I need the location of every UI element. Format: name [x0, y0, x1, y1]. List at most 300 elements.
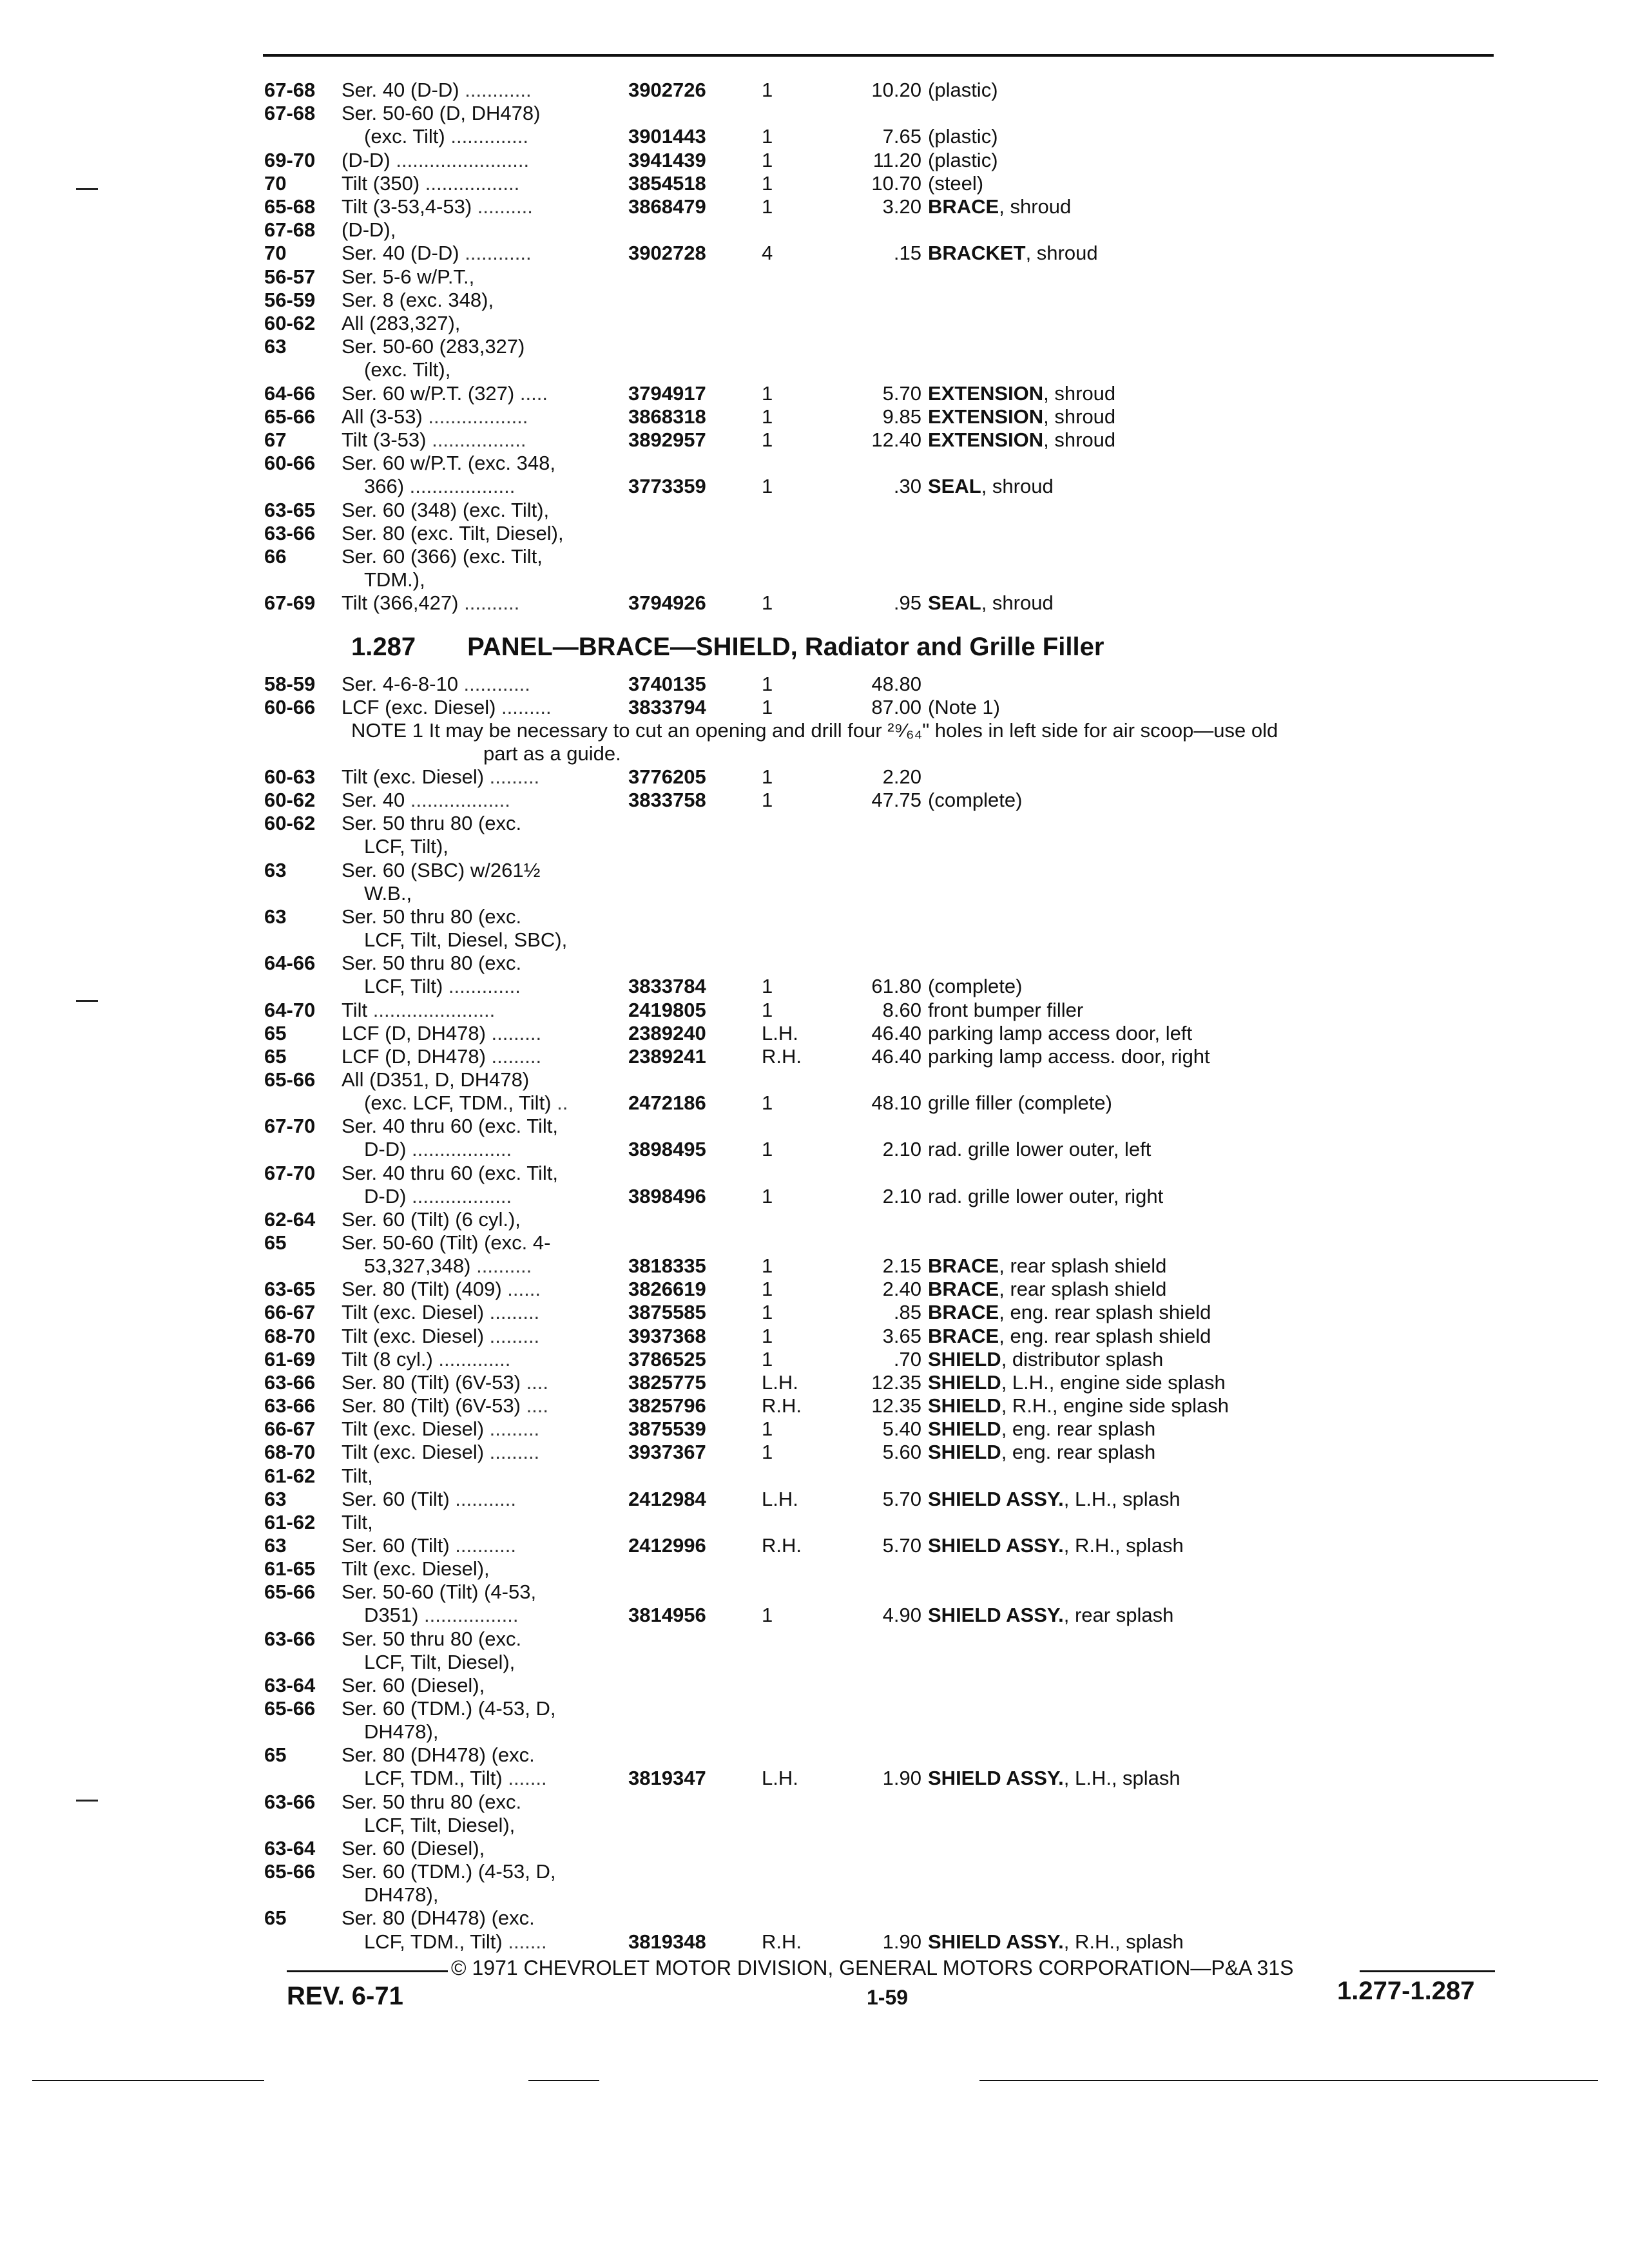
application: Tilt (exc. Diesel),: [342, 1557, 490, 1581]
part-number: 3868479: [628, 195, 706, 218]
table-row: [0, 812, 1629, 835]
part-number: 3937367: [628, 1441, 706, 1464]
application: LCF, Tilt) .............: [364, 975, 521, 998]
table-row: [0, 1022, 1629, 1045]
dot-leader: ..........: [472, 195, 533, 218]
description: SHIELD ASSY., L.H., splash: [928, 1767, 1181, 1790]
description: SHIELD, R.H., engine side splash: [928, 1394, 1229, 1418]
description-part-name: SEAL: [928, 475, 981, 498]
part-number: 3898496: [628, 1184, 706, 1207]
table-row: [0, 1325, 1629, 1348]
dot-leader: .......: [502, 1930, 547, 1953]
table-row: [0, 1907, 1629, 1930]
table-row: [0, 1348, 1629, 1371]
model-years: 63: [264, 335, 287, 358]
price: 46.40: [871, 1044, 921, 1068]
table-row: [0, 1930, 1629, 1954]
table-row: [0, 242, 1629, 265]
part-number: 2389241: [628, 1044, 706, 1068]
table-row: [0, 999, 1629, 1022]
application: Tilt (366,427) ..........: [342, 591, 520, 615]
price: 1.90: [882, 1930, 921, 1953]
quantity: 1: [762, 1441, 773, 1464]
dot-leader: ..................: [405, 789, 510, 812]
description-part-name: SHIELD: [928, 1370, 1001, 1394]
model-years: 67: [264, 428, 287, 451]
copyright-line: © 1971 CHEVROLET MOTOR DIVISION, GENERAL MOTORS CORPORATION—P&A 31S: [451, 1956, 1294, 1979]
part-number: 3776205: [628, 765, 706, 788]
quantity: 1: [762, 789, 773, 812]
model-years: 60-62: [264, 812, 316, 835]
part-number: 3818335: [628, 1254, 706, 1278]
part-number: 3825775: [628, 1370, 706, 1394]
price: 2.40: [882, 1278, 921, 1301]
description: parking lamp access. door, right: [928, 1044, 1210, 1068]
description-part-name: SHIELD: [928, 1441, 1001, 1464]
description-part-name: BRACE: [928, 1254, 999, 1278]
table-row: [0, 1254, 1629, 1278]
application: LCF, TDM., Tilt) .......: [364, 1930, 547, 1953]
model-years: 67-69: [264, 591, 316, 615]
price: .85: [893, 1301, 921, 1324]
quantity: R.H.: [762, 1394, 802, 1418]
price: 48.10: [871, 1091, 921, 1115]
price: 3.20: [882, 195, 921, 218]
application: Ser. 60 (TDM.) (4-53, D,: [342, 1697, 556, 1720]
application: Ser. 50 thru 80 (exc.: [342, 1627, 522, 1650]
quantity: 1: [762, 79, 773, 101]
table-row: [0, 1860, 1629, 1883]
table-row: [0, 1045, 1629, 1068]
price: 2.10: [882, 1138, 921, 1161]
margin-mark: [76, 1000, 98, 1002]
part-number: 3875539: [628, 1418, 706, 1441]
dot-leader: .....: [514, 381, 548, 405]
table-row: [0, 1162, 1629, 1185]
table-row: [0, 1208, 1629, 1231]
table-row: [0, 835, 1629, 858]
quantity: 1: [762, 1301, 773, 1324]
application: Ser. 40 (D-D) ............: [342, 79, 532, 101]
table-row: [0, 358, 1629, 381]
description-part-name: EXTENSION: [928, 428, 1044, 451]
table-row: [0, 475, 1629, 498]
section-title: PANEL—BRACE—SHIELD, Radiator and Grille Filler: [467, 633, 1104, 661]
table-row: [0, 428, 1629, 452]
table-row: [0, 1767, 1629, 1790]
application: Ser. 80 (Tilt) (409) ......: [342, 1278, 541, 1301]
model-years: 63-65: [264, 1278, 316, 1301]
description: (complete): [928, 975, 1023, 998]
quantity: 1: [762, 405, 773, 428]
part-number: 2412984: [628, 1487, 706, 1510]
table-row: [0, 1091, 1629, 1115]
description: SHIELD, eng. rear splash: [928, 1441, 1156, 1464]
quantity: 1: [762, 975, 773, 998]
quantity: 1: [762, 148, 773, 171]
description: SHIELD ASSY., L.H., splash: [928, 1487, 1181, 1510]
quantity: L.H.: [762, 1767, 798, 1790]
model-years: 65-66: [264, 1860, 316, 1883]
table-row: [0, 218, 1629, 242]
application: Ser. 50-60 (D, DH478): [342, 102, 541, 125]
part-number: 3901443: [628, 125, 706, 148]
quantity: 1: [762, 1278, 773, 1301]
footer-rule: [287, 1970, 448, 1972]
description-part-name: BRACE: [928, 1278, 999, 1301]
application: (exc. Tilt) ..............: [364, 125, 528, 148]
table-row: [0, 1628, 1629, 1651]
part-number: 3819347: [628, 1767, 706, 1790]
table-row: [0, 1465, 1629, 1488]
price: 47.75: [871, 789, 921, 812]
part-number: 2419805: [628, 998, 706, 1021]
table-row: [0, 522, 1629, 545]
table-row: [0, 568, 1629, 591]
dot-leader: ...........: [449, 1533, 517, 1557]
part-number: 3875585: [628, 1301, 706, 1324]
application: Ser. 5-6 w/P.T.,: [342, 265, 475, 288]
application: Ser. 50 thru 80 (exc.: [342, 905, 522, 928]
quantity: 1: [762, 195, 773, 218]
dot-leader: ............: [458, 673, 530, 695]
dot-leader: .............: [443, 975, 521, 998]
dot-leader: ..................: [422, 405, 528, 428]
quantity: 1: [762, 1324, 773, 1347]
application: Tilt (3-53,4-53) ..........: [342, 195, 533, 218]
model-years: 65-66: [264, 1697, 316, 1720]
description-part-name: SHIELD ASSY.: [928, 1930, 1064, 1953]
model-years: 63-64: [264, 1673, 316, 1696]
application: Tilt,: [342, 1510, 373, 1533]
application: Tilt (exc. Diesel) .........: [342, 1441, 540, 1464]
table-row: [0, 452, 1629, 475]
model-years: 61-65: [264, 1557, 316, 1581]
price: .70: [893, 1347, 921, 1370]
table-row: [0, 1511, 1629, 1534]
application: D-D) ..................: [364, 1184, 512, 1207]
price: .15: [893, 242, 921, 265]
model-years: 63: [264, 858, 287, 881]
application: Ser. 50 thru 80 (exc.: [342, 812, 522, 835]
model-years: 60-66: [264, 696, 316, 718]
description-part-name: EXTENSION: [928, 381, 1044, 405]
dot-leader: ........................: [390, 148, 530, 171]
description: (plastic): [928, 125, 998, 148]
quantity: L.H.: [762, 1487, 798, 1510]
price: 4.90: [882, 1604, 921, 1627]
description: parking lamp access door, left: [928, 1021, 1193, 1044]
table-row: [0, 1814, 1629, 1837]
price: .95: [893, 591, 921, 615]
description-part-name: SHIELD ASSY.: [928, 1604, 1064, 1627]
application: All (283,327),: [342, 312, 461, 334]
price: 2.10: [882, 1184, 921, 1207]
table-row: [0, 1581, 1629, 1604]
table-row: [0, 1557, 1629, 1581]
dot-leader: .........: [484, 1324, 540, 1347]
description-part-name: EXTENSION: [928, 405, 1044, 428]
quantity: 1: [762, 475, 773, 498]
table-row: [0, 125, 1629, 148]
quantity: L.H.: [762, 1370, 798, 1394]
quantity: R.H.: [762, 1044, 802, 1068]
model-years: 56-57: [264, 265, 316, 288]
quantity: 1: [762, 1604, 773, 1627]
margin-mark: [76, 188, 98, 190]
quantity: 1: [762, 1184, 773, 1207]
application: (exc. Tilt),: [364, 358, 451, 381]
dot-leader: ......................: [367, 998, 496, 1021]
application: Ser. 60 (Tilt) ...........: [342, 1487, 517, 1510]
dot-leader: .................: [419, 171, 520, 195]
dot-leader: .........: [485, 1044, 542, 1068]
model-years: 64-70: [264, 998, 316, 1021]
table-row: [0, 289, 1629, 312]
application: All (3-53) ..................: [342, 405, 528, 428]
part-number: 3826619: [628, 1278, 706, 1301]
model-years: 62-64: [264, 1207, 316, 1231]
model-years: 63-66: [264, 1627, 316, 1650]
quantity: 1: [762, 381, 773, 405]
description: (Note 1): [928, 696, 1000, 718]
table-row: [0, 789, 1629, 812]
model-years: 63-66: [264, 1370, 316, 1394]
description: SHIELD ASSY., R.H., splash: [928, 1533, 1184, 1557]
part-number: 3854518: [628, 171, 706, 195]
model-years: 63-66: [264, 1790, 316, 1813]
table-row: [0, 1301, 1629, 1324]
application: Tilt,: [342, 1464, 373, 1487]
table-row: [0, 1278, 1629, 1301]
description: (plastic): [928, 79, 998, 101]
application: Ser. 60 (Diesel),: [342, 1673, 485, 1696]
table-row: [0, 265, 1629, 289]
bottom-scan-line: [32, 2080, 264, 2081]
description-part-name: SHIELD ASSY.: [928, 1767, 1064, 1790]
price: 7.65: [882, 125, 921, 148]
quantity: 1: [762, 998, 773, 1021]
part-number: 3868318: [628, 405, 706, 428]
table-row: [0, 905, 1629, 928]
model-years: 60-66: [264, 452, 316, 475]
quantity: R.H.: [762, 1930, 802, 1953]
description-part-name: BRACE: [928, 1301, 999, 1324]
table-row: [0, 1441, 1629, 1464]
description: SEAL, shroud: [928, 475, 1054, 498]
application: (D-D),: [342, 218, 396, 242]
application: Ser. 50 thru 80 (exc.: [342, 1790, 522, 1813]
description-part-name: SHIELD ASSY.: [928, 1533, 1064, 1557]
quantity: R.H.: [762, 1533, 802, 1557]
model-years: 63-66: [264, 521, 316, 544]
model-years: 58-59: [264, 673, 316, 695]
description: SEAL, shroud: [928, 591, 1054, 615]
application: (D-D) ........................: [342, 148, 530, 171]
application: DH478),: [364, 1883, 439, 1907]
table-row: [0, 1231, 1629, 1254]
part-number: 3902726: [628, 79, 706, 101]
price: 3.65: [882, 1324, 921, 1347]
price: 5.70: [882, 1487, 921, 1510]
application: Tilt (8 cyl.) .............: [342, 1347, 511, 1370]
model-years: 67-70: [264, 1115, 316, 1138]
application: (exc. LCF, TDM., Tilt) ..: [364, 1091, 568, 1115]
quantity: 1: [762, 171, 773, 195]
price: 10.70: [871, 171, 921, 195]
note-line-2: part as a guide.: [483, 742, 621, 765]
application: Ser. 80 (exc. Tilt, Diesel),: [342, 521, 564, 544]
price: 8.60: [882, 998, 921, 1021]
model-years: 64-66: [264, 381, 316, 405]
description: (complete): [928, 789, 1023, 812]
table-row: [0, 859, 1629, 882]
bottom-scan-line: [528, 2080, 599, 2081]
model-years: 65: [264, 1231, 287, 1254]
description: BRACE, rear splash shield: [928, 1254, 1167, 1278]
dot-leader: ..................: [406, 1184, 512, 1207]
quantity: 1: [762, 1254, 773, 1278]
price: 5.70: [882, 1533, 921, 1557]
part-number: 3941439: [628, 148, 706, 171]
price: 12.40: [871, 428, 921, 451]
model-years: 68-70: [264, 1324, 316, 1347]
model-years: 64-66: [264, 952, 316, 975]
application: D-D) ..................: [364, 1138, 512, 1161]
dot-leader: ....: [520, 1370, 549, 1394]
description-part-name: SHIELD: [928, 1347, 1001, 1370]
section-number: 1.287: [351, 633, 416, 661]
table-row: [0, 1720, 1629, 1744]
application: Ser. 60 (Diesel),: [342, 1836, 485, 1860]
description: (plastic): [928, 148, 998, 171]
model-years: 61-62: [264, 1510, 316, 1533]
table-row: [0, 1488, 1629, 1511]
price: 46.40: [871, 1021, 921, 1044]
model-years: 65-66: [264, 405, 316, 428]
table-row: [0, 1837, 1629, 1860]
quantity: L.H.: [762, 1021, 798, 1044]
application: Ser. 80 (Tilt) (6V-53) ....: [342, 1370, 549, 1394]
model-years: 67-70: [264, 1161, 316, 1184]
part-number: 3833758: [628, 789, 706, 812]
part-number: 3740135: [628, 673, 706, 695]
part-number: 3833794: [628, 696, 706, 718]
dot-leader: ......: [501, 1278, 541, 1301]
description: grille filler (complete): [928, 1091, 1112, 1115]
part-number: 2412996: [628, 1533, 706, 1557]
page-number: 1-59: [867, 1986, 909, 2009]
table-row: [0, 1418, 1629, 1441]
table-row: [0, 765, 1629, 789]
price: 61.80: [871, 975, 921, 998]
quantity: 1: [762, 1347, 773, 1370]
model-years: 60-63: [264, 765, 316, 788]
revision-label: REV. 6-71: [287, 1982, 403, 2010]
dot-leader: ..........: [458, 591, 520, 615]
note-line-1: NOTE 1 It may be necessary to cut an opening and drill four ²⁹⁄₆₄" holes in left side for air scoop—use old: [351, 719, 1278, 742]
dot-leader: ..............: [445, 125, 528, 148]
application: Ser. 80 (Tilt) (6V-53) ....: [342, 1394, 549, 1418]
application: Ser. 8 (exc. 348),: [342, 288, 494, 311]
description: BRACE, eng. rear splash shield: [928, 1301, 1211, 1324]
quantity: 1: [762, 765, 773, 788]
dot-leader: ............: [459, 242, 532, 265]
table-row: [0, 149, 1629, 172]
part-number: 3786525: [628, 1347, 706, 1370]
dot-leader: ..: [551, 1091, 568, 1115]
application: Ser. 80 (DH478) (exc.: [342, 1907, 535, 1930]
model-years: 65: [264, 1044, 287, 1068]
part-number: 3902728: [628, 242, 706, 265]
table-row: [0, 673, 1629, 696]
description: SHIELD ASSY., rear splash: [928, 1604, 1174, 1627]
price: 1.90: [882, 1767, 921, 1790]
table-row: [0, 1371, 1629, 1394]
dot-leader: .......: [502, 1767, 547, 1790]
model-years: 68-70: [264, 1441, 316, 1464]
table-row: [0, 1185, 1629, 1208]
part-number: 2472186: [628, 1091, 706, 1115]
model-years: 67-68: [264, 218, 316, 242]
description: EXTENSION, shroud: [928, 428, 1116, 451]
description: EXTENSION, shroud: [928, 381, 1116, 405]
price: 5.40: [882, 1418, 921, 1441]
margin-mark: [76, 1800, 98, 1802]
model-years: 60-62: [264, 312, 316, 334]
model-years: 63-65: [264, 498, 316, 521]
part-number: 3833784: [628, 975, 706, 998]
application: LCF, TDM., Tilt) .......: [364, 1767, 547, 1790]
section-range: 1.277-1.287: [1337, 1977, 1475, 2005]
application: Ser. 50-60 (283,327): [342, 335, 525, 358]
quantity: 1: [762, 591, 773, 615]
model-years: 65: [264, 1907, 287, 1930]
table-row: [0, 952, 1629, 975]
part-number: 3814956: [628, 1604, 706, 1627]
application: Ser. 50-60 (Tilt) (exc. 4-: [342, 1231, 551, 1254]
price: 5.60: [882, 1441, 921, 1464]
model-years: 61-69: [264, 1347, 316, 1370]
application: Ser. 60 w/P.T. (exc. 348,: [342, 452, 555, 475]
price: 11.20: [872, 148, 921, 171]
bottom-scan-line: [979, 2080, 1598, 2081]
table-row: [0, 1115, 1629, 1138]
table-row: [0, 405, 1629, 428]
application: Ser. 40 thru 60 (exc. Tilt,: [342, 1161, 558, 1184]
application: LCF (D, DH478) .........: [342, 1044, 542, 1068]
part-number: 3773359: [628, 475, 706, 498]
application: LCF (D, DH478) .........: [342, 1021, 542, 1044]
dot-leader: .........: [484, 1418, 540, 1441]
table-row: [0, 975, 1629, 998]
dot-leader: .........: [484, 1441, 540, 1464]
application: LCF, Tilt, Diesel),: [364, 1650, 516, 1673]
model-years: 66-67: [264, 1301, 316, 1324]
price: 2.20: [882, 765, 921, 788]
part-number: 3794917: [628, 381, 706, 405]
quantity: 1: [762, 696, 773, 718]
application: W.B.,: [364, 881, 412, 905]
table-row: [0, 102, 1629, 125]
model-years: 61-62: [264, 1464, 316, 1487]
application: Ser. 40 (D-D) ............: [342, 242, 532, 265]
dot-leader: ...........: [449, 1487, 517, 1510]
description-part-name: SHIELD ASSY.: [928, 1487, 1064, 1510]
table-row: [0, 382, 1629, 405]
table-row: [0, 172, 1629, 195]
application: LCF, Tilt, Diesel),: [364, 1813, 516, 1836]
